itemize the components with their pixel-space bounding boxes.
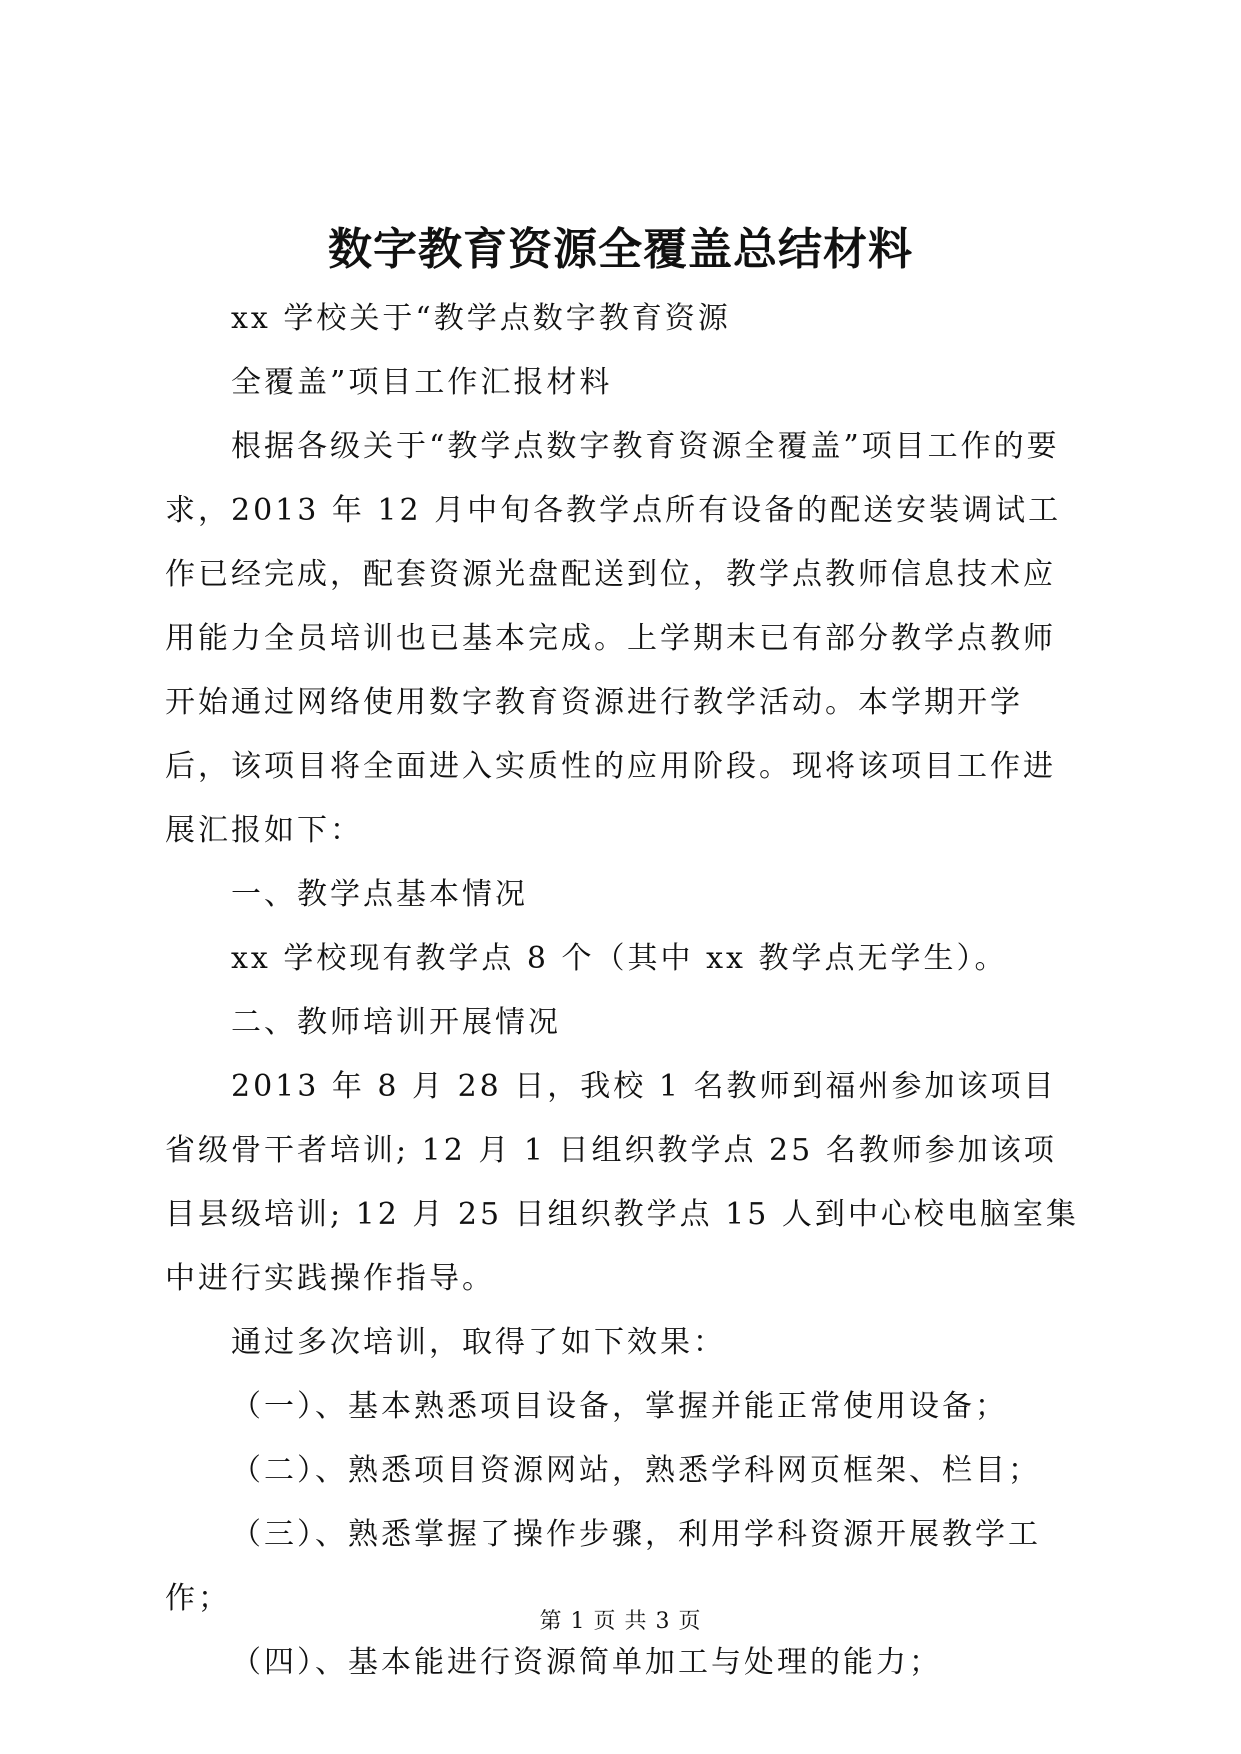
paragraph-effects-intro: 通过多次培训，取得了如下效果： <box>231 1325 726 1360</box>
list-item-effect-4: （四）、基本能进行资源简单加工与处理的能力； <box>231 1645 942 1680</box>
document-body <box>165 287 1085 1695</box>
paragraph-teaching-points: xx 学校现有教学点 8 个（其中 xx 教学点无学生）。 <box>231 941 1008 976</box>
section-heading-2: 二、教师培训开展情况 <box>231 1005 561 1040</box>
paragraph-heading-line-1: xx 学校关于“教学点数字教育资源 <box>231 301 731 336</box>
section-heading-1: 一、教学点基本情况 <box>231 877 528 912</box>
list-item-effect-2: （二）、熟悉项目资源网站，熟悉学科网页框架、栏目； <box>231 1453 1041 1488</box>
paragraph-heading-line-2: 全覆盖”项目工作汇报材料 <box>231 365 613 400</box>
paragraph-intro: 根据各级关于“教学点数字教育资源全覆盖”项目工作的要求，2013 年 12 月中旬各教学点所有设备的配送安装调试工作已经完成，配套资源光盘配送到位，教学点教师信息技术应用能力全员培训也已基本完成。上学期末已有部分教学点教师开始通过网络使用数字教育资源进行教学活动。本学期开学后，该项目将全面进入实质性的应用阶段。现将该项目工作进展汇报如下： <box>165 429 1062 848</box>
page-footer: 第 1 页 共 3 页 <box>539 1609 702 1634</box>
list-item-effect-1: （一）、基本熟悉项目设备，掌握并能正常使用设备； <box>231 1389 1008 1424</box>
paragraph-training: 2013 年 8 月 28 日，我校 1 名教师到福州参加该项目省级骨干者培训; 12 月 1 日组织教学点 25 名教师参加该项目县级培训; 12 月 25 日组织教学点 15 人到中心校电脑室集中进行实践操作指导。 <box>165 1069 1079 1296</box>
document-title: 数字教育资源全覆盖总结材料 <box>328 224 913 275</box>
list-item-effect-3: （三）、熟悉掌握了操作步骤，利用学科资源开展教学工作； <box>165 1517 1041 1616</box>
